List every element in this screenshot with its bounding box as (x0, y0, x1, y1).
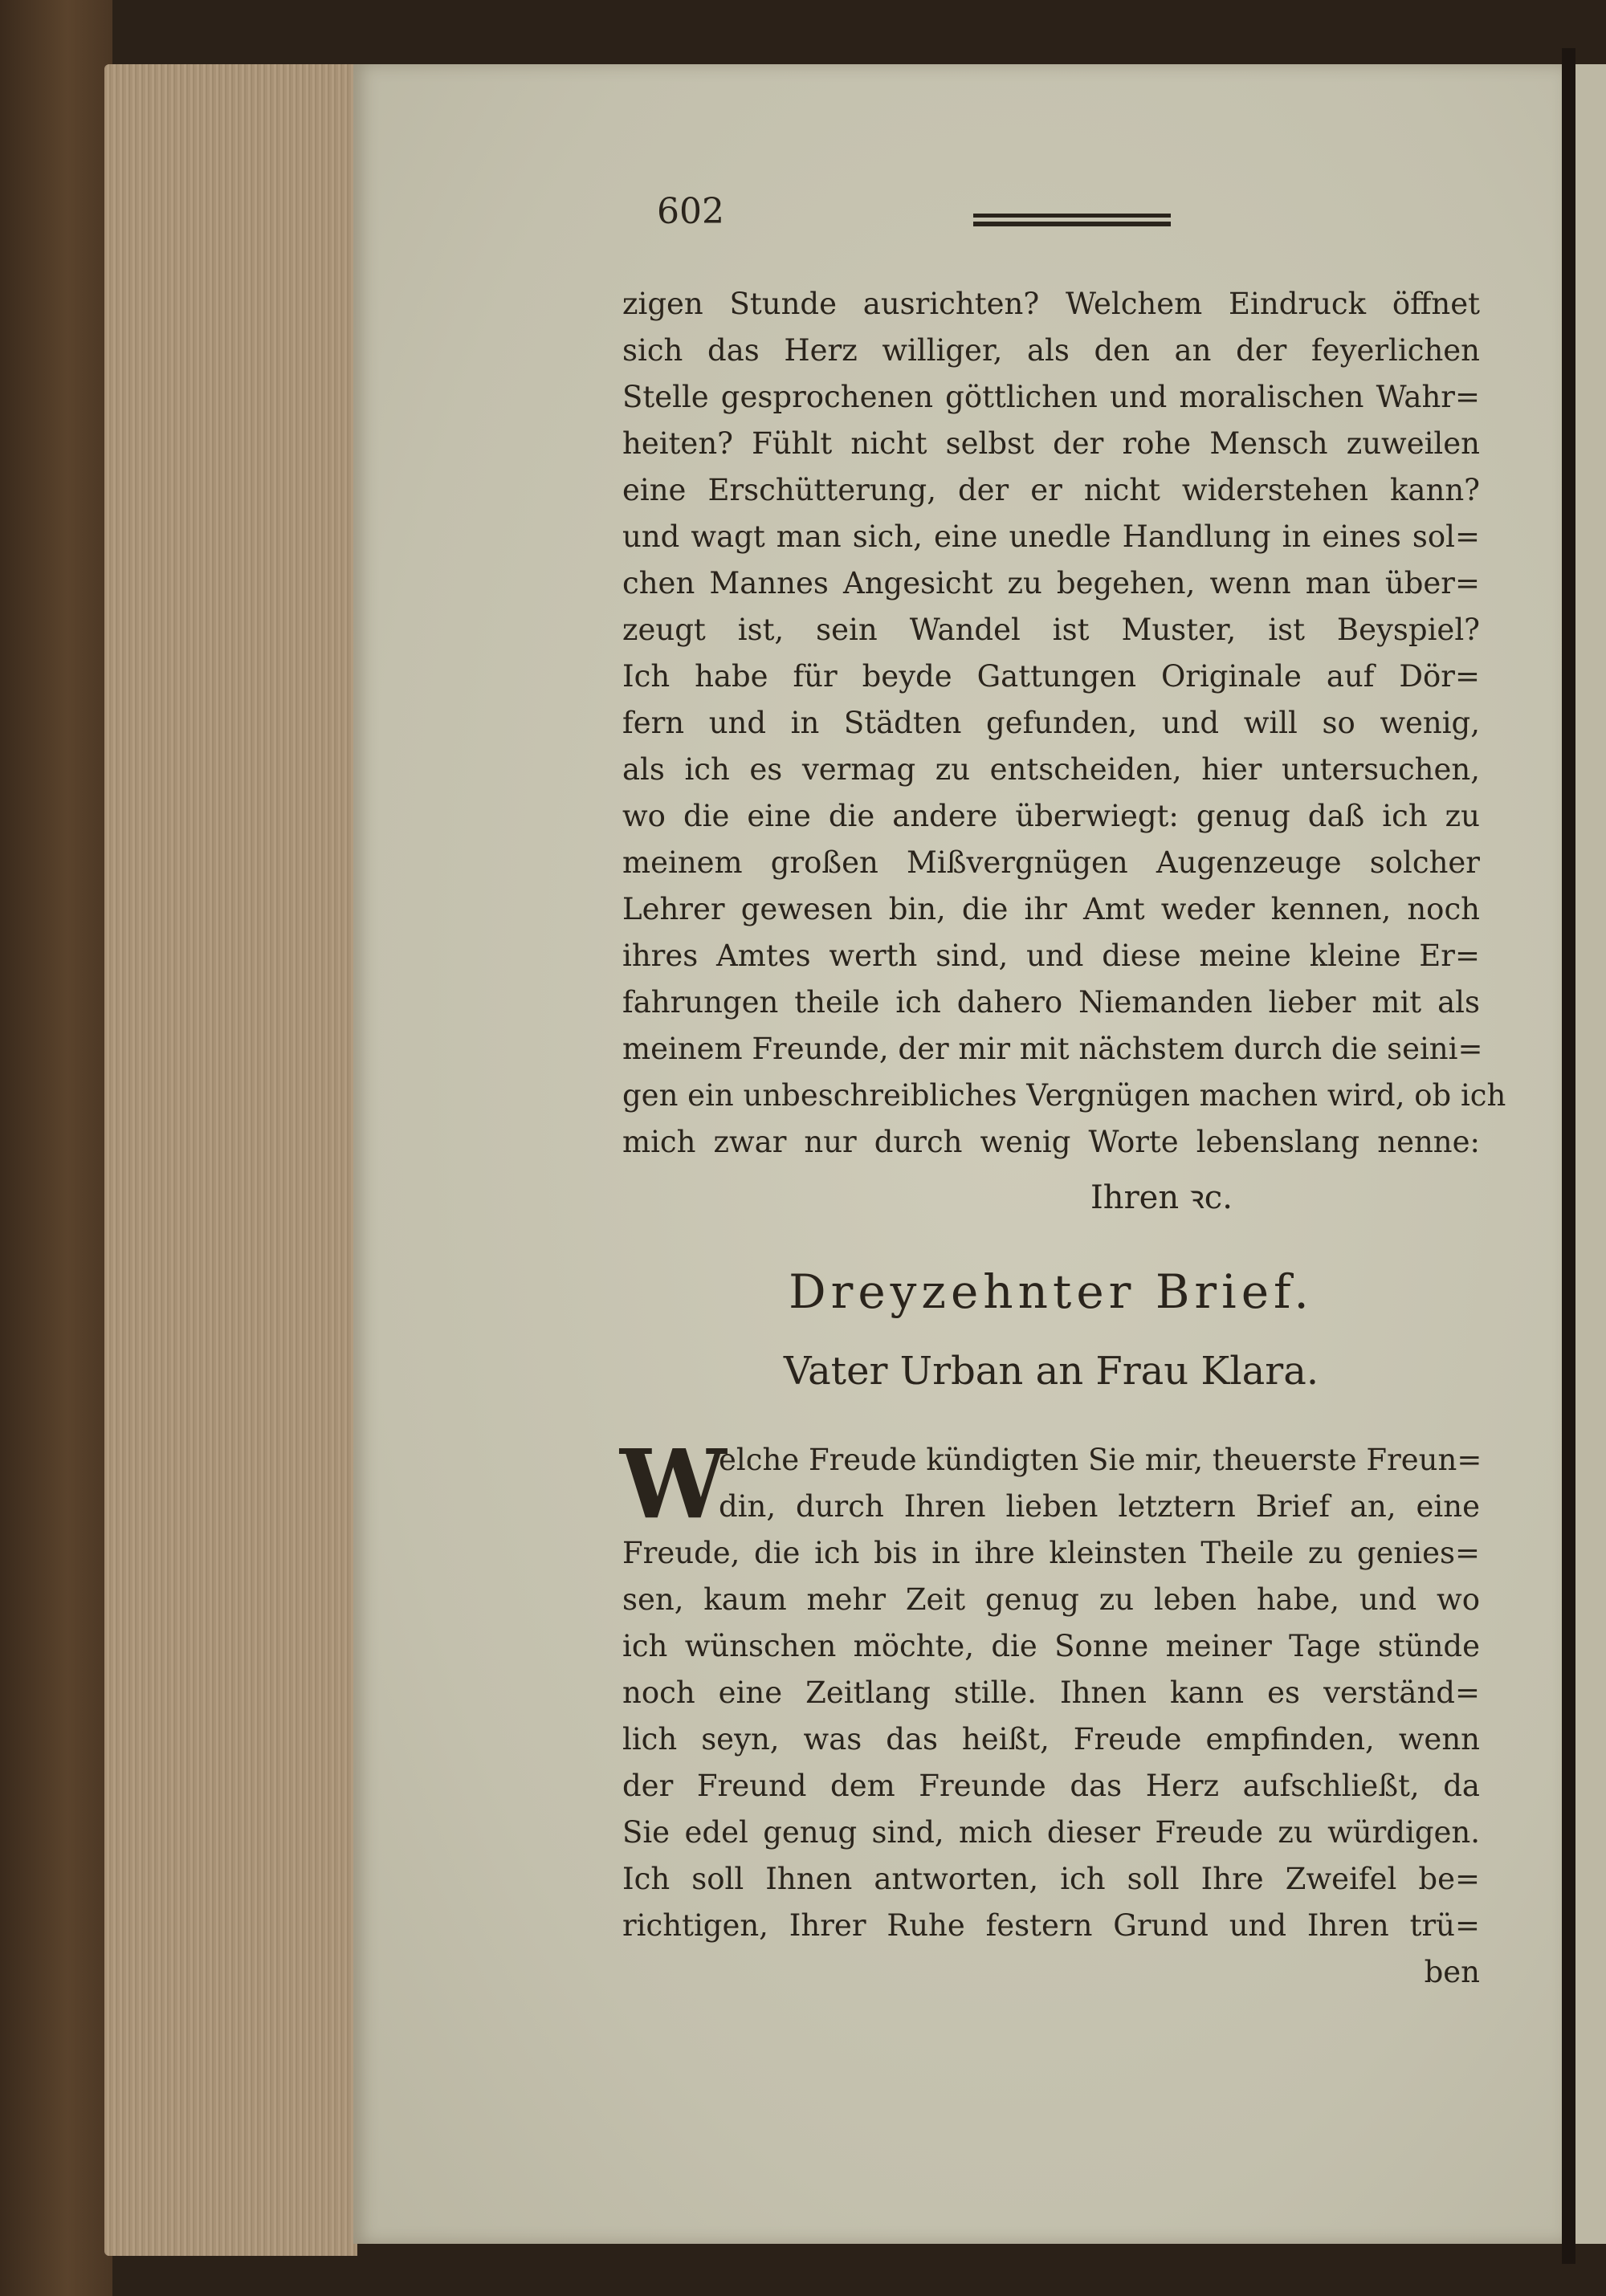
text-line: fern und in Städten gefunden, und will so wenig, (622, 706, 1480, 740)
drop-cap: W (620, 1428, 727, 1540)
text-line: Ich soll Ihnen antworten, ich soll Ihre Zweifel be= (622, 1862, 1480, 1896)
text-line: heiten? Fühlt nicht selbst der rohe Mensch zuweilen (622, 426, 1480, 461)
text-line: fahrungen theile ich dahero Niemanden lieber mit als (622, 985, 1480, 1020)
book-cover (0, 0, 112, 2296)
text-line: und wagt man sich, eine unedle Handlung in eines sol= (622, 519, 1480, 554)
text-line: ihres Amtes werth sind, und diese meine kleine Er= (622, 938, 1480, 973)
page-edges (104, 64, 357, 2256)
text-line: Ich habe für beyde Gattungen Originale auf Dör= (622, 659, 1480, 694)
text-line: eine Erschütterung, der er nicht widerstehen kann? (622, 473, 1480, 507)
header-rule (973, 214, 1171, 226)
text-line: elche Freude kündigten Sie mir, theuerste Freun= (719, 1443, 1482, 1477)
text-line: chen Mannes Angesicht zu begehen, wenn man über= (622, 566, 1480, 600)
page-number: 602 (657, 191, 724, 232)
text-line: meinem großen Mißvergnügen Augenzeuge solcher (622, 845, 1480, 880)
text-line: mich zwar nur durch wenig Worte lebenslang nenne: (622, 1125, 1480, 1159)
text-line: der Freund dem Freunde das Herz aufschließt, da (622, 1769, 1480, 1803)
text-line: als ich es vermag zu entscheiden, hier untersuchen, (622, 752, 1480, 787)
text-line: wo die eine die andere überwiegt: genug daß ich zu (622, 799, 1480, 833)
text-line: Stelle gesprochenen göttlichen und moralischen Wahr= (622, 380, 1480, 414)
text-line: din, durch Ihren lieben letztern Brief an, eine (719, 1489, 1480, 1524)
letter-heading: Dreyzehnter Brief. (789, 1264, 1314, 1319)
text-line: meinem Freunde, der mir mit nächstem durch die seini= (622, 1032, 1483, 1066)
text-line: sich das Herz williger, als den an der feyerlichen (622, 333, 1480, 368)
text-line: richtigen, Ihrer Ruhe festern Grund und Ihren trü= (622, 1908, 1480, 1943)
letter-text (620, 1428, 1482, 1996)
text-line: zeugt ist, sein Wandel ist Muster, ist Beyspiel? (622, 613, 1480, 647)
closing-salutation: Ihren ꝛc. (1090, 1179, 1233, 1216)
body-text (622, 281, 1506, 1166)
text-line: noch eine Zeitlang stille. Ihnen kann es verständ= (622, 1675, 1480, 1710)
facing-page-edge (1575, 64, 1606, 2244)
text-line: Lehrer gewesen bin, die ihr Amt weder kennen, noch (622, 892, 1480, 926)
text-line: zigen Stunde ausrichten? Welchem Eindruck öffnet (622, 287, 1480, 321)
text-line: sen, kaum mehr Zeit genug zu leben habe, und wo (622, 1582, 1480, 1617)
text-line: Freude, die ich bis in ihre kleinsten Theile zu genies= (622, 1536, 1480, 1570)
text-line: lich seyn, was das heißt, Freude empfinden, wenn (622, 1722, 1480, 1757)
book-gutter (1562, 48, 1575, 2264)
text-line: ben (1424, 1955, 1480, 1989)
text-line: ich wünschen möchte, die Sonne meiner Tage stünde (622, 1629, 1480, 1663)
letter-subheading: Vater Urban an Frau Klara. (783, 1349, 1319, 1394)
text-line: Sie edel genug sind, mich dieser Freude zu würdigen. (622, 1815, 1480, 1850)
text-line: gen ein unbeschreibliches Vergnügen machen wird, ob ich (622, 1078, 1506, 1113)
